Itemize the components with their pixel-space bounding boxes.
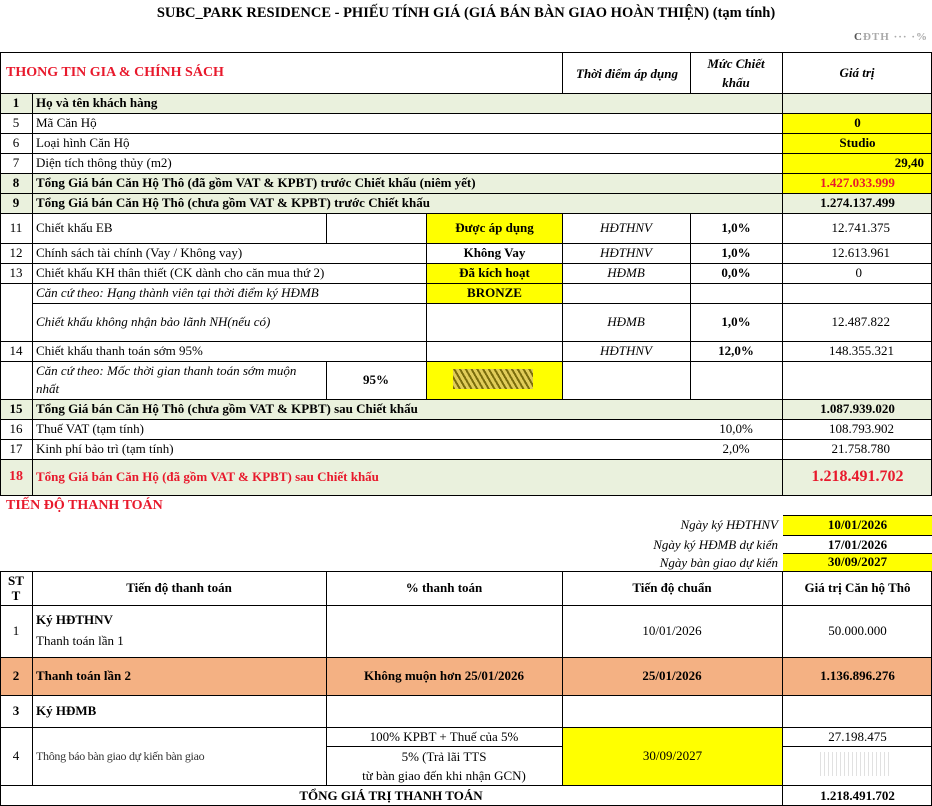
loyal-discount-rate: 0,0%	[721, 265, 751, 280]
col-header-value: Giá trị	[839, 65, 875, 80]
stt-text: STT	[8, 573, 24, 603]
finance-policy-status[interactable]: Không Vay	[463, 245, 526, 260]
area-value[interactable]: 29,40	[783, 153, 932, 173]
row-no: 8	[12, 175, 20, 190]
maintenance-rate: 2,0%	[722, 441, 750, 456]
loyal-discount-time: HĐMB	[607, 265, 645, 280]
col-header-progress: Tiến độ thanh toán	[126, 580, 232, 595]
payment-row-no: 1	[12, 623, 20, 638]
member-basis-label: Căn cứ theo: Hạng thành viên tại thời điểm ký HĐMB	[36, 285, 319, 300]
payment-row-title: Ký HĐMB	[36, 703, 97, 718]
row-no: 5	[12, 115, 20, 130]
payment-row-no: 3	[12, 703, 20, 718]
payment-total-label: TỔNG GIÁ TRỊ THANH TOÁN	[299, 787, 483, 803]
row-label-vat: Thuế VAT (tạm tính)	[36, 421, 144, 436]
payment-row-title: Thông báo bàn giao dự kiến bàn giao	[36, 748, 205, 763]
listed-price-value: 1.427.033.999	[783, 173, 932, 193]
payment-row-sub: Thanh toán lần 1	[36, 633, 124, 648]
payment-row-value: 27.198.475	[828, 728, 887, 744]
payment-row-standard: 25/01/2026	[642, 668, 702, 683]
eb-discount-time: HĐTHNV	[599, 220, 652, 235]
payment-row-value-smudge	[820, 752, 890, 776]
grand-total-value: 1.218.491.702	[811, 468, 904, 485]
title-code-watermark: C ĐTH ··· ·%	[854, 31, 928, 43]
no-guarantee-rate: 1,0%	[721, 314, 751, 329]
early-payment-value: 148.355.321	[829, 343, 894, 358]
payment-row-no: 4	[12, 748, 20, 763]
early-basis-pct[interactable]: 95%	[363, 372, 389, 387]
row-label-price-excl: Tổng Giá bán Căn Hộ Thô (chưa gồm VAT & KPBT) trước Chiết khấu	[36, 195, 430, 210]
row-no: 14	[9, 343, 23, 358]
date-value-hdmb: 17/01/2026	[827, 537, 888, 552]
row-label-area: Diện tích thông thủy (m2)	[36, 155, 172, 170]
row-label-apartment-code: Mã Căn Hộ	[36, 115, 97, 130]
early-payment-time: HĐTHNV	[599, 343, 652, 358]
row-no: 15	[9, 401, 23, 416]
row-label-after-discount: Tổng Giá bán Căn Hộ Thô (chưa gồm VAT & KPBT) sau Chiết khấu	[36, 401, 418, 416]
payment-row-no: 2	[12, 668, 20, 683]
col-header-time: Thời điểm áp dụng	[576, 65, 678, 81]
row-label-early-payment: Chiết khấu thanh toán sớm 95%	[36, 343, 203, 358]
no-guarantee-time: HĐMB	[607, 314, 645, 329]
early-basis-label: Căn cứ theo: Mốc thời gian thanh toán sớm muộn nhất	[36, 363, 297, 396]
finance-policy-value: 12.613.961	[831, 245, 890, 260]
row-label-listed-price: Tổng Giá bán Căn Hộ Thô (đã gồm VAT & KPBT) trước Chiết khấu (niêm yết)	[36, 175, 476, 190]
loyal-discount-status[interactable]: Đã kích hoạt	[427, 263, 562, 283]
row-label-no-guarantee: Chiết khấu không nhận bảo lãnh NH(nếu có)	[36, 314, 271, 329]
apartment-code-value[interactable]: 0	[783, 113, 932, 133]
row-no: 1	[12, 95, 20, 110]
early-basis-scribble	[427, 361, 562, 399]
row-label-customer-name: Họ và tên khách hàng	[36, 95, 158, 110]
page-title: SUBC_PARK RESIDENCE - PHIẾU TÍNH GIÁ (GIÁ BÁN BÀN GIAO HOÀN THIỆN) (tạm tính)	[156, 4, 776, 21]
apartment-type-value[interactable]: Studio	[783, 133, 932, 153]
loyal-discount-value: 0	[855, 265, 862, 280]
row-no: 18	[9, 469, 23, 484]
row-label-apartment-type: Loại hình Căn Hộ	[36, 135, 130, 150]
payment-total-value: 1.218.491.702	[820, 787, 895, 803]
payment-row-percent-line1: 100% KPBT + Thuế của 5%	[369, 728, 519, 744]
row-no: 11	[9, 220, 23, 235]
col-header-stt	[0, 571, 32, 605]
date-value-handover[interactable]: 30/09/2027	[783, 553, 932, 571]
date-value-hdthnv[interactable]: 10/01/2026	[783, 515, 932, 535]
payment-row-standard: 10/01/2026	[642, 623, 702, 638]
after-discount-value: 1.087.939.020	[820, 401, 895, 416]
member-tier-value[interactable]: BRONZE	[427, 283, 562, 303]
row-label-loyal-discount: Chiết khấu KH thân thiết (CK dành cho căn mua thứ 2)	[36, 265, 325, 280]
row-no: 13	[9, 265, 23, 280]
row-label-eb-discount: Chiết khấu EB	[36, 220, 113, 235]
payment-row-value: 1.136.896.276	[820, 668, 895, 683]
date-label-hdmb: Ngày ký HĐMB dự kiến	[653, 537, 778, 552]
payment-row-value: 50.000.000	[828, 623, 887, 638]
col-header-standard: Tiến độ chuẩn	[632, 580, 712, 595]
finance-policy-rate: 1,0%	[721, 245, 751, 260]
payment-row-percent-line3: từ bàn giao đến khi nhận GCN)	[362, 767, 526, 783]
vat-rate: 10,0%	[719, 421, 753, 436]
row-no: 7	[12, 155, 20, 170]
col-header-payment-value: Giá trị Căn hộ Thô	[804, 580, 911, 595]
row-label-maintenance: Kinh phí bảo trì (tạm tính)	[36, 441, 174, 456]
eb-discount-status[interactable]: Được áp dụng	[427, 213, 562, 243]
eb-discount-value: 12.741.375	[831, 220, 890, 235]
payment-row-percent-line2: 5% (Trả lãi TTS	[401, 748, 487, 764]
payment-row-percent: Không muộn hơn 25/01/2026	[364, 668, 524, 683]
row-no: 16	[9, 421, 23, 436]
col-header-discount: Mức Chiết khấu	[707, 56, 765, 90]
payment-row-standard: 30/09/2027	[563, 727, 782, 785]
row-no: 12	[9, 245, 23, 260]
section-title-payment: TIẾN ĐỘ THANH TOÁN	[6, 498, 163, 513]
eb-discount-rate: 1,0%	[721, 220, 751, 235]
row-no: 17	[9, 441, 23, 456]
row-no: 9	[12, 195, 20, 210]
early-payment-rate: 12,0%	[718, 343, 754, 358]
payment-row-title: Ký HĐTHNV	[36, 612, 113, 627]
vat-value: 108.793.902	[829, 421, 894, 436]
row-label-finance-policy: Chính sách tài chính (Vay / Không vay)	[36, 245, 243, 260]
no-guarantee-value: 12.487.822	[831, 314, 890, 329]
price-excl-value: 1.274.137.499	[820, 195, 895, 210]
date-label-handover: Ngày bàn giao dự kiến	[659, 555, 778, 570]
maintenance-value: 21.758.780	[831, 441, 890, 456]
col-header-percent: % thanh toán	[405, 580, 483, 595]
finance-policy-time: HĐTHNV	[599, 245, 652, 260]
row-label-grand-total: Tổng Giá bán Căn Hộ (đã gồm VAT & KPBT) sau Chiết khấu	[36, 469, 379, 484]
date-label-hdthnv: Ngày ký HĐTHNV	[680, 517, 778, 532]
payment-row-title: Thanh toán lần 2	[36, 668, 132, 683]
section-title-pricing: THONG TIN GIA & CHÍNH SÁCH	[6, 65, 224, 80]
row-no: 6	[12, 135, 20, 150]
